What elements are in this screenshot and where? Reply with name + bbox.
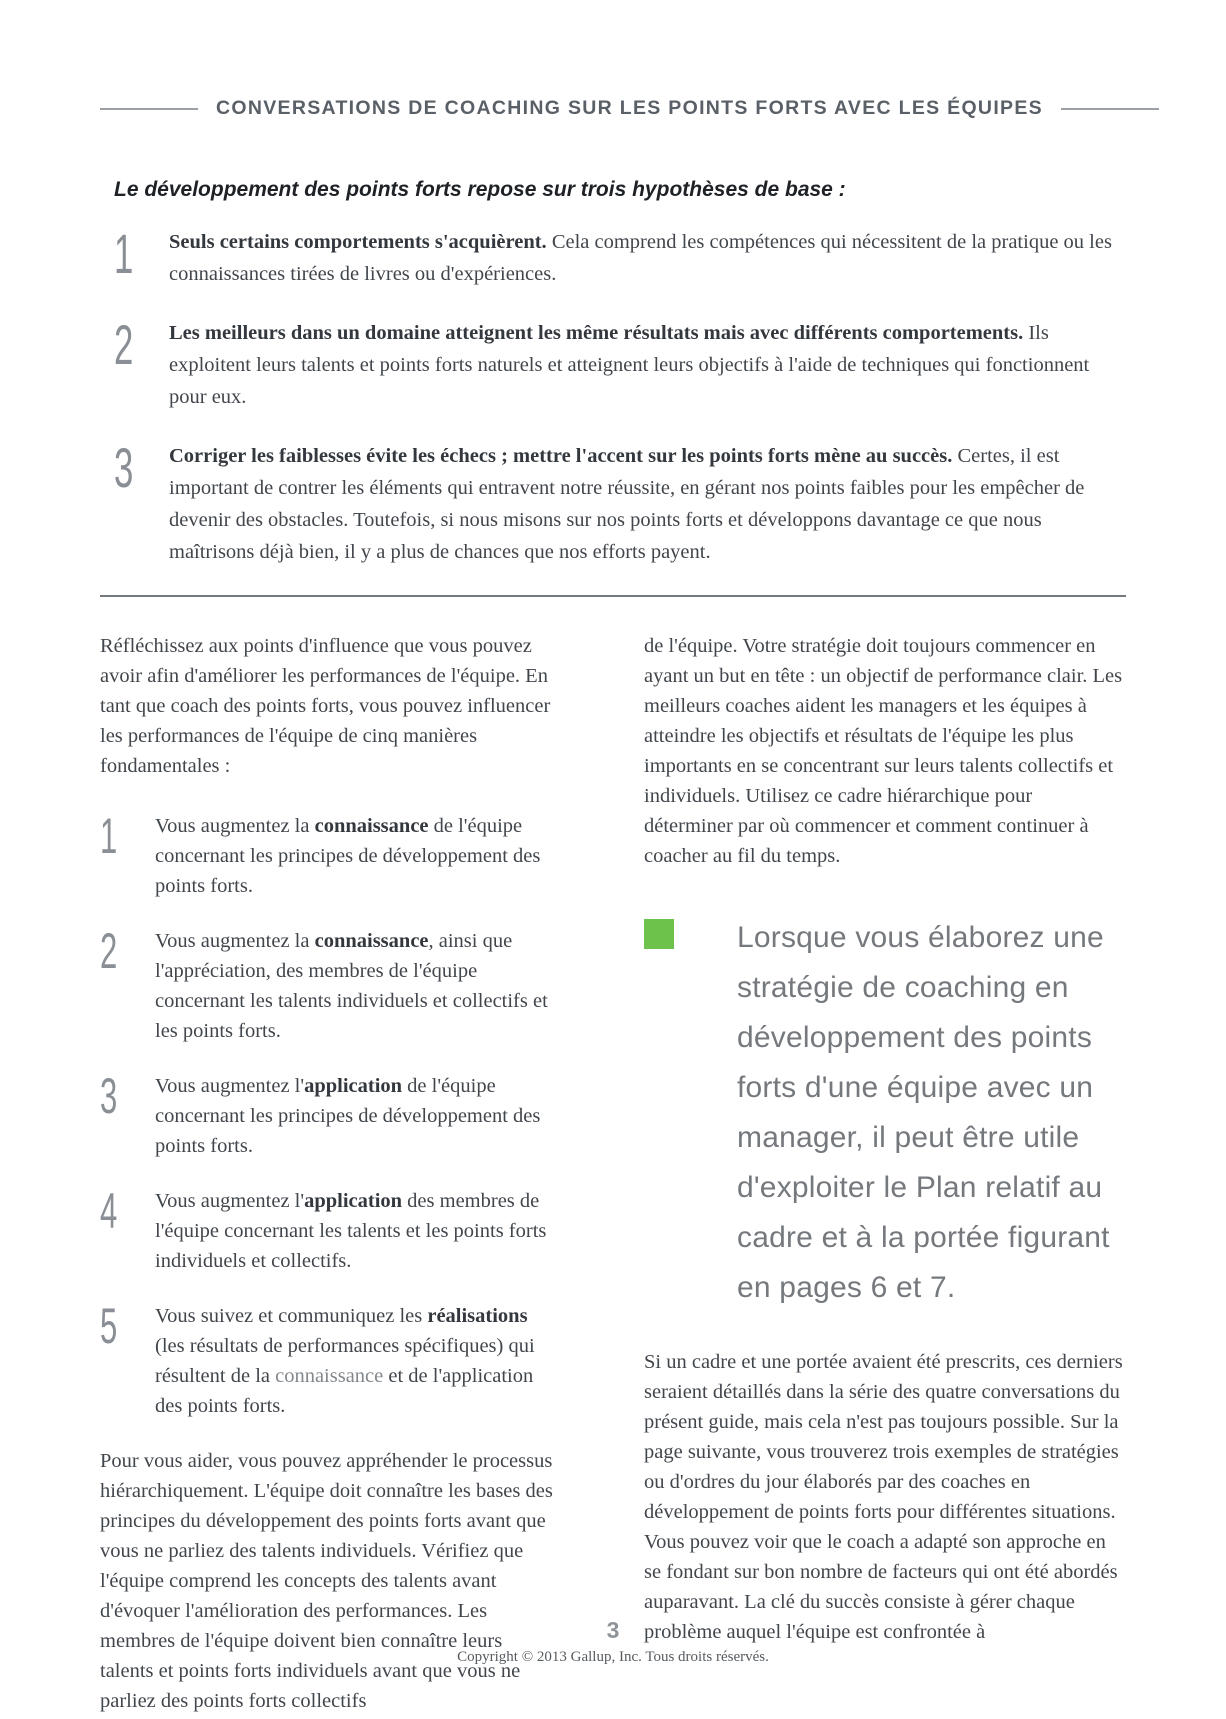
left-intro-paragraph: Réfléchissez aux points d'influence que vous pouvez avoir afin d'améliorer les performances de l'équipe. En tant que coach des points forts, vous pouvez influencer les performances de l'équipe de cinq manières fondamentales : xyxy=(100,635,551,777)
assumption-item xyxy=(114,222,1126,290)
way-text: Vous augmentez l'application des membres de l'équipe concernant les talents et les points forts individuels et collectifs. xyxy=(155,1190,547,1272)
page-number: 3 xyxy=(606,1617,620,1643)
page-title: CONVERSATIONS DE COACHING SUR LES POINTS FORTS AVEC LES ÉQUIPES xyxy=(216,97,1043,119)
ways-list xyxy=(100,808,558,1421)
header-rule-right xyxy=(1061,108,1159,110)
right-paragraph-1: de l'équipe. Votre stratégie doit toujours commencer en ayant un but en tête : un objectif de performance clair. Les meilleurs coaches aident les managers et les équipes à atteindre les objectifs et résultats de l'équipe les plus importants en se concentrant sur leurs talents collectifs et individuels. Utilisez ce cadre hiérarchique pour déterminer par où commencer et comment continuer à coacher au fil du temps. xyxy=(644,635,1123,867)
green-square-bullet xyxy=(644,919,674,949)
way-item xyxy=(100,923,558,1046)
assumption-number: 3 xyxy=(114,436,134,499)
way-number: 3 xyxy=(100,1068,118,1124)
two-column-body xyxy=(100,631,1126,1719)
assumption-text: Seuls certains comportements s'acquièrent. Cela comprend les compétences qui nécessitent de la pratique ou les connaissances tirées de livres ou d'expériences. xyxy=(169,231,1112,285)
assumption-item xyxy=(114,436,1126,568)
left-closing-paragraph: Pour vous aider, vous pouvez appréhender le processus hiérarchiquement. L'équipe doit connaître les bases des principes du développement des points forts avant que vous ne parliez des talents individuels. Vérifiez que l'équipe comprend les concepts des talents avant d'évoquer l'amélioration des performances. Les membres de l'équipe doivent bien connaître leurs talents et points forts individuels avant que vous ne parliez des points forts collectifs xyxy=(100,1450,553,1712)
copyright-text: Copyright © 2013 Gallup, Inc. Tous droits réservés. xyxy=(457,1649,769,1665)
right-paragraph-2: Si un cadre et une portée avaient été prescrits, ces derniers seraient détaillés dans la série des quatre conversations du présent guide, mais cela n'est pas toujours possible. Sur la page suivante, vous trouverez trois exemples de stratégies ou d'ordres du jour élaborés par des coaches en développement de points forts pour différentes situations. Vous pouvez voir que le coach a adapté son approche en se fondant sur bon nombre de facteurs qui ont été abordés auparavant. La clé du succès consiste à gérer chaque problème auquel l'équipe est confrontée à xyxy=(644,1351,1123,1643)
pull-quote-text: Lorsque vous élaborez une stratégie de coaching en développement des points forts d'une équipe avec un manager, il peut être utile d'exploiter le Plan relatif au cadre et à la portée figurant en pages 6 et 7. xyxy=(737,921,1110,1304)
assumption-number: 1 xyxy=(114,222,134,285)
assumption-text: Corriger les faiblesses évite les échecs ; mettre l'accent sur les points forts mène au succès. Certes, il est important de contrer les éléments qui entravent notre réussite, en gérant nos points faibles pour les empêcher de devenir des obstacles. Toutefois, si nous misons sur nos points forts et développons davantage ce que nous maîtrisons déjà bien, il y a plus de chances que nos efforts payent. xyxy=(169,445,1085,563)
assumption-item xyxy=(114,313,1126,413)
way-item xyxy=(100,1298,558,1421)
way-number: 4 xyxy=(100,1183,118,1239)
page-footer xyxy=(0,1617,1226,1666)
intro-heading: Le développement des points forts repose sur trois hypothèses de base : xyxy=(114,178,846,201)
page-header xyxy=(100,97,1126,120)
way-item xyxy=(100,1183,558,1276)
left-column xyxy=(100,631,558,1719)
way-text: Vous augmentez l'application de l'équipe concernant les principes de développement des points forts. xyxy=(155,1075,541,1157)
pull-quote xyxy=(644,913,1126,1313)
assumptions-list xyxy=(100,222,1126,568)
way-number: 1 xyxy=(100,808,118,864)
assumption-text: Les meilleurs dans un domaine atteignent les même résultats mais avec différents comportements. Ils exploitent leurs talents et points forts naturels et atteignent leurs objectifs à l'aide de techniques qui fonctionnent pour eux. xyxy=(169,322,1090,408)
way-number: 2 xyxy=(100,923,118,979)
way-text: Vous augmentez la connaissance, ainsi que l'appréciation, des membres de l'équipe concernant les talents individuels et collectifs et les points forts. xyxy=(155,930,548,1042)
way-text: Vous augmentez la connaissance de l'équipe concernant les principes de développement des points forts. xyxy=(155,815,541,897)
section-divider xyxy=(100,595,1126,597)
way-number: 5 xyxy=(100,1298,118,1354)
assumption-number: 2 xyxy=(114,313,134,376)
right-column xyxy=(644,631,1126,1719)
header-rule-left xyxy=(100,108,198,110)
way-text: Vous suivez et communiquez les réalisations (les résultats de performances spécifiques) qui résultent de la connaissance et de l'application des points forts. xyxy=(155,1305,535,1417)
way-item xyxy=(100,808,558,901)
way-item xyxy=(100,1068,558,1161)
